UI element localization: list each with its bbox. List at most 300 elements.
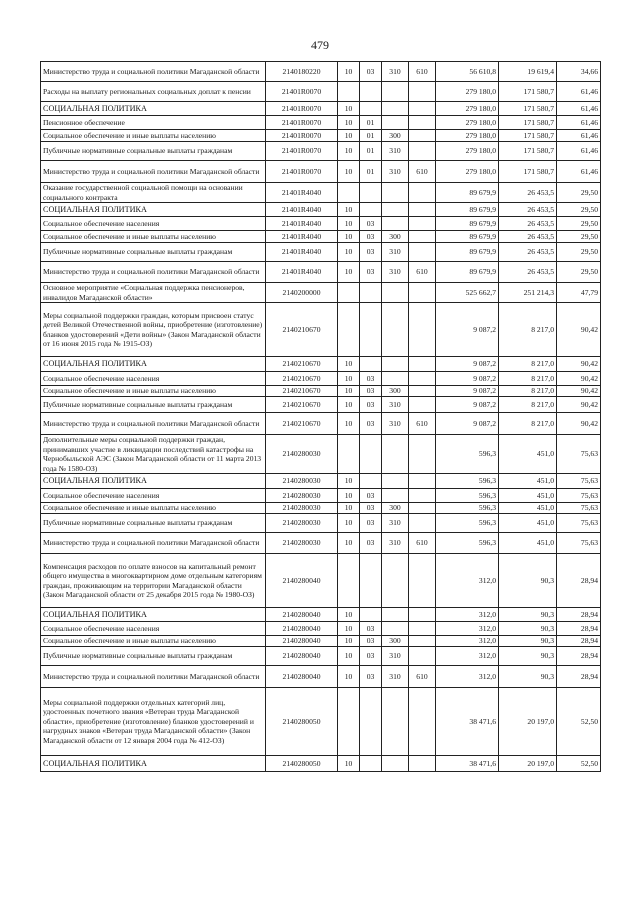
cell-pct: 75,63	[557, 435, 601, 474]
cell-sec: 10	[338, 413, 360, 435]
cell-pct: 61,46	[557, 161, 601, 183]
cell-sub: 03	[360, 636, 382, 647]
cell-pct: 61,46	[557, 102, 601, 116]
cell-name: Дополнительные меры социальной поддержки граждан, принимавших участие в ликвидации последствий катастрофы на Чернобыльской АЭС (Закон Магаданской области от 11 марта 2013 года № 1580-ОЗ)	[41, 435, 266, 474]
cell-sec: 10	[338, 622, 360, 636]
cell-sub	[360, 756, 382, 772]
cell-kind	[382, 489, 409, 503]
cell-fact: 171 580,7	[499, 142, 557, 161]
cell-kind	[382, 608, 409, 622]
cell-fact: 26 453,5	[499, 243, 557, 262]
cell-sub: 03	[360, 533, 382, 554]
cell-kind: 310	[382, 161, 409, 183]
cell-plan: 525 662,7	[436, 283, 499, 303]
cell-plan: 9 087,2	[436, 372, 499, 386]
cell-admin	[409, 435, 436, 474]
cell-sub	[360, 183, 382, 203]
table-row	[41, 203, 601, 217]
cell-admin	[409, 608, 436, 622]
cell-kind	[382, 756, 409, 772]
cell-sec: 10	[338, 116, 360, 130]
cell-sec	[338, 283, 360, 303]
cell-plan: 89 679,9	[436, 231, 499, 243]
cell-sec: 10	[338, 142, 360, 161]
cell-kind: 310	[382, 647, 409, 666]
cell-pct: 29,50	[557, 217, 601, 231]
table-row	[41, 142, 601, 161]
cell-pct: 29,50	[557, 262, 601, 283]
cell-kind	[382, 217, 409, 231]
cell-pct: 61,46	[557, 130, 601, 142]
cell-name: Публичные нормативные социальные выплаты гражданам	[41, 647, 266, 666]
table-row	[41, 756, 601, 772]
cell-name: Публичные нормативные социальные выплаты гражданам	[41, 397, 266, 413]
cell-sub: 03	[360, 622, 382, 636]
cell-sec: 10	[338, 357, 360, 372]
cell-code: 21401R4040	[266, 203, 338, 217]
table-row	[41, 489, 601, 503]
cell-plan: 89 679,9	[436, 262, 499, 283]
cell-admin	[409, 636, 436, 647]
cell-plan: 596,3	[436, 489, 499, 503]
cell-admin: 610	[409, 161, 436, 183]
cell-name: Компенсация расходов по оплате взносов на капитальный ремонт общего имущества в многоквартирном доме отдельным категориям граждан, проживающим на территории Магаданской области (Закон Магаданской области от 25 декабря 2015 года № 1980-ОЗ)	[41, 554, 266, 608]
cell-admin: 610	[409, 666, 436, 688]
cell-fact: 8 217,0	[499, 372, 557, 386]
cell-sub	[360, 435, 382, 474]
cell-sub: 03	[360, 62, 382, 82]
cell-sub	[360, 554, 382, 608]
cell-code: 21401R4040	[266, 243, 338, 262]
cell-kind: 310	[382, 243, 409, 262]
cell-fact: 90,3	[499, 622, 557, 636]
cell-pct: 90,42	[557, 413, 601, 435]
cell-plan: 89 679,9	[436, 183, 499, 203]
cell-fact: 26 453,5	[499, 183, 557, 203]
cell-fact: 20 197,0	[499, 688, 557, 756]
cell-plan: 312,0	[436, 647, 499, 666]
cell-sub	[360, 688, 382, 756]
cell-name: Социальное обеспечение населения	[41, 372, 266, 386]
cell-kind: 310	[382, 397, 409, 413]
cell-code: 21401R4040	[266, 262, 338, 283]
cell-sub: 03	[360, 666, 382, 688]
table-row	[41, 231, 601, 243]
cell-name: Министерство труда и социальной политики Магаданской области	[41, 262, 266, 283]
cell-sub: 03	[360, 231, 382, 243]
cell-sub: 01	[360, 161, 382, 183]
cell-kind: 310	[382, 533, 409, 554]
table-row	[41, 161, 601, 183]
cell-pct: 28,94	[557, 608, 601, 622]
cell-code: 21401R0070	[266, 142, 338, 161]
cell-name: СОЦИАЛЬНАЯ ПОЛИТИКА	[41, 102, 266, 116]
cell-plan: 9 087,2	[436, 397, 499, 413]
cell-fact: 451,0	[499, 514, 557, 533]
table-row	[41, 116, 601, 130]
table-row	[41, 636, 601, 647]
cell-fact: 171 580,7	[499, 161, 557, 183]
cell-pct: 75,63	[557, 489, 601, 503]
cell-sub: 01	[360, 116, 382, 130]
cell-kind: 300	[382, 636, 409, 647]
cell-code: 2140280030	[266, 435, 338, 474]
cell-name: СОЦИАЛЬНАЯ ПОЛИТИКА	[41, 756, 266, 772]
cell-plan: 279 180,0	[436, 102, 499, 116]
cell-pct: 34,66	[557, 62, 601, 82]
cell-sec: 10	[338, 489, 360, 503]
cell-sec: 10	[338, 130, 360, 142]
table-row	[41, 102, 601, 116]
cell-code: 2140280050	[266, 756, 338, 772]
cell-admin	[409, 514, 436, 533]
cell-admin	[409, 231, 436, 243]
cell-name: Социальное обеспечение населения	[41, 489, 266, 503]
cell-kind: 310	[382, 62, 409, 82]
cell-plan: 596,3	[436, 474, 499, 489]
cell-code: 2140210670	[266, 357, 338, 372]
cell-admin	[409, 503, 436, 514]
cell-pct: 28,94	[557, 636, 601, 647]
cell-name: Социальное обеспечение и иные выплаты населению	[41, 231, 266, 243]
cell-sub: 01	[360, 142, 382, 161]
budget-table-body	[41, 62, 601, 772]
cell-sub: 03	[360, 647, 382, 666]
cell-pct: 75,63	[557, 514, 601, 533]
cell-admin	[409, 357, 436, 372]
cell-name: Публичные нормативные социальные выплаты гражданам	[41, 142, 266, 161]
cell-pct: 28,94	[557, 622, 601, 636]
cell-name: Публичные нормативные социальные выплаты гражданам	[41, 243, 266, 262]
cell-plan: 38 471,6	[436, 688, 499, 756]
table-row	[41, 357, 601, 372]
cell-pct: 90,42	[557, 397, 601, 413]
cell-name: СОЦИАЛЬНАЯ ПОЛИТИКА	[41, 203, 266, 217]
cell-fact: 90,3	[499, 608, 557, 622]
cell-plan: 312,0	[436, 636, 499, 647]
cell-plan: 89 679,9	[436, 243, 499, 262]
cell-name: Социальное обеспечение и иные выплаты населению	[41, 503, 266, 514]
cell-name: Министерство труда и социальной политики Магаданской области	[41, 533, 266, 554]
cell-plan: 312,0	[436, 608, 499, 622]
cell-pct: 28,94	[557, 647, 601, 666]
cell-pct: 47,79	[557, 283, 601, 303]
cell-sub: 03	[360, 217, 382, 231]
table-row	[41, 503, 601, 514]
cell-sec: 10	[338, 386, 360, 397]
cell-fact: 26 453,5	[499, 262, 557, 283]
cell-admin	[409, 554, 436, 608]
cell-pct: 90,42	[557, 357, 601, 372]
cell-plan: 596,3	[436, 533, 499, 554]
cell-name: СОЦИАЛЬНАЯ ПОЛИТИКА	[41, 357, 266, 372]
cell-fact: 8 217,0	[499, 386, 557, 397]
cell-admin	[409, 82, 436, 102]
cell-code: 2140210670	[266, 413, 338, 435]
cell-plan: 596,3	[436, 503, 499, 514]
cell-code: 21401R0070	[266, 130, 338, 142]
cell-sec	[338, 82, 360, 102]
cell-pct: 61,46	[557, 82, 601, 102]
cell-sub: 03	[360, 262, 382, 283]
cell-admin	[409, 756, 436, 772]
cell-kind	[382, 435, 409, 474]
cell-admin	[409, 283, 436, 303]
cell-code: 2140280040	[266, 608, 338, 622]
cell-name: Министерство труда и социальной политики Магаданской области	[41, 413, 266, 435]
table-row	[41, 608, 601, 622]
cell-kind: 300	[382, 231, 409, 243]
cell-sub: 03	[360, 243, 382, 262]
cell-code: 2140280030	[266, 533, 338, 554]
cell-fact: 8 217,0	[499, 413, 557, 435]
table-row	[41, 262, 601, 283]
cell-sub	[360, 357, 382, 372]
cell-admin	[409, 622, 436, 636]
table-row	[41, 82, 601, 102]
cell-sub: 03	[360, 372, 382, 386]
cell-code: 21401R0070	[266, 116, 338, 130]
cell-code: 21401R0070	[266, 82, 338, 102]
cell-sec: 10	[338, 231, 360, 243]
table-row	[41, 62, 601, 82]
cell-name: Пенсионное обеспечение	[41, 116, 266, 130]
cell-sub	[360, 82, 382, 102]
cell-name: Публичные нормативные социальные выплаты гражданам	[41, 514, 266, 533]
cell-admin	[409, 183, 436, 203]
cell-sub: 03	[360, 413, 382, 435]
cell-fact: 251 214,3	[499, 283, 557, 303]
cell-code: 2140210670	[266, 386, 338, 397]
cell-pct: 29,50	[557, 231, 601, 243]
cell-plan: 89 679,9	[436, 203, 499, 217]
cell-sec: 10	[338, 533, 360, 554]
cell-sub: 03	[360, 386, 382, 397]
table-row	[41, 303, 601, 357]
cell-kind	[382, 102, 409, 116]
cell-code: 2140280040	[266, 554, 338, 608]
cell-code: 2140280040	[266, 622, 338, 636]
cell-fact: 8 217,0	[499, 397, 557, 413]
cell-fact: 171 580,7	[499, 130, 557, 142]
cell-kind	[382, 82, 409, 102]
cell-admin	[409, 142, 436, 161]
cell-plan: 9 087,2	[436, 386, 499, 397]
cell-pct: 90,42	[557, 303, 601, 357]
cell-sec: 10	[338, 203, 360, 217]
cell-admin	[409, 130, 436, 142]
cell-sec: 10	[338, 608, 360, 622]
cell-plan: 312,0	[436, 554, 499, 608]
cell-code: 21401R0070	[266, 102, 338, 116]
cell-admin	[409, 386, 436, 397]
cell-plan: 9 087,2	[436, 413, 499, 435]
cell-kind: 310	[382, 262, 409, 283]
cell-fact: 451,0	[499, 435, 557, 474]
cell-code: 21401R4040	[266, 217, 338, 231]
cell-sub: 03	[360, 397, 382, 413]
table-row	[41, 217, 601, 231]
cell-sec: 10	[338, 243, 360, 262]
cell-sub	[360, 303, 382, 357]
cell-sec: 10	[338, 666, 360, 688]
cell-name: Меры социальной поддержки отдельных категорий лиц, удостоенных почетного звания «Ветеран труда Магаданской области», приобретение (изготовление) бланков удостоверений и нагрудных знаков «Ветеран труда Магаданской области» (Закон Магаданской области от 12 января 2004 года № 412-ОЗ)	[41, 688, 266, 756]
cell-name: Расходы на выплату региональных социальных доплат к пенсии	[41, 82, 266, 102]
cell-pct: 90,42	[557, 372, 601, 386]
cell-plan: 596,3	[436, 514, 499, 533]
cell-code: 2140280040	[266, 636, 338, 647]
cell-fact: 26 453,5	[499, 217, 557, 231]
cell-fact: 19 619,4	[499, 62, 557, 82]
cell-name: Социальное обеспечение и иные выплаты населению	[41, 386, 266, 397]
cell-sec: 10	[338, 217, 360, 231]
cell-sec	[338, 554, 360, 608]
cell-plan: 279 180,0	[436, 82, 499, 102]
cell-plan: 9 087,2	[436, 303, 499, 357]
cell-admin	[409, 217, 436, 231]
cell-pct: 61,46	[557, 116, 601, 130]
cell-fact: 26 453,5	[499, 231, 557, 243]
cell-code: 2140280040	[266, 647, 338, 666]
cell-admin: 610	[409, 413, 436, 435]
cell-code: 2140280030	[266, 474, 338, 489]
cell-admin	[409, 647, 436, 666]
budget-table	[40, 61, 601, 772]
cell-fact: 90,3	[499, 647, 557, 666]
cell-admin: 610	[409, 262, 436, 283]
cell-kind	[382, 688, 409, 756]
table-row	[41, 554, 601, 608]
table-row	[41, 386, 601, 397]
cell-plan: 89 679,9	[436, 217, 499, 231]
cell-sec: 10	[338, 636, 360, 647]
cell-kind: 310	[382, 666, 409, 688]
cell-kind	[382, 622, 409, 636]
cell-plan: 279 180,0	[436, 142, 499, 161]
cell-sec: 10	[338, 397, 360, 413]
cell-code: 2140280040	[266, 666, 338, 688]
cell-kind: 310	[382, 413, 409, 435]
table-row	[41, 130, 601, 142]
cell-code: 2140210670	[266, 397, 338, 413]
cell-pct: 29,50	[557, 203, 601, 217]
cell-name: СОЦИАЛЬНАЯ ПОЛИТИКА	[41, 474, 266, 489]
table-row	[41, 622, 601, 636]
cell-sub: 03	[360, 514, 382, 533]
cell-name: Министерство труда и социальной политики Магаданской области	[41, 666, 266, 688]
cell-sec: 10	[338, 62, 360, 82]
cell-fact: 90,3	[499, 636, 557, 647]
cell-pct: 90,42	[557, 386, 601, 397]
cell-name: Министерство труда и социальной политики Магаданской области	[41, 161, 266, 183]
cell-kind: 300	[382, 503, 409, 514]
table-row	[41, 647, 601, 666]
cell-kind	[382, 116, 409, 130]
table-row	[41, 514, 601, 533]
cell-admin	[409, 243, 436, 262]
cell-sec: 10	[338, 262, 360, 283]
table-row	[41, 533, 601, 554]
cell-admin	[409, 474, 436, 489]
cell-sec: 10	[338, 372, 360, 386]
table-row	[41, 397, 601, 413]
cell-admin	[409, 489, 436, 503]
cell-kind	[382, 203, 409, 217]
cell-code: 2140210670	[266, 303, 338, 357]
cell-fact: 171 580,7	[499, 82, 557, 102]
cell-kind	[382, 474, 409, 489]
cell-pct: 28,94	[557, 554, 601, 608]
cell-admin	[409, 397, 436, 413]
cell-kind: 300	[382, 130, 409, 142]
table-row	[41, 474, 601, 489]
cell-fact: 171 580,7	[499, 116, 557, 130]
cell-kind	[382, 183, 409, 203]
cell-sub: 01	[360, 130, 382, 142]
cell-kind: 310	[382, 142, 409, 161]
cell-plan: 38 471,6	[436, 756, 499, 772]
cell-plan: 279 180,0	[436, 161, 499, 183]
cell-sec	[338, 303, 360, 357]
cell-pct: 52,50	[557, 688, 601, 756]
cell-code: 21401R0070	[266, 161, 338, 183]
cell-kind	[382, 283, 409, 303]
cell-name: Социальное обеспечение и иные выплаты населению	[41, 636, 266, 647]
cell-admin	[409, 116, 436, 130]
cell-fact: 8 217,0	[499, 357, 557, 372]
cell-sec: 10	[338, 161, 360, 183]
cell-pct: 61,46	[557, 142, 601, 161]
cell-fact: 451,0	[499, 474, 557, 489]
cell-sec: 10	[338, 756, 360, 772]
cell-pct: 29,50	[557, 243, 601, 262]
cell-name: Министерство труда и социальной политики Магаданской области	[41, 62, 266, 82]
cell-fact: 90,3	[499, 666, 557, 688]
cell-sec: 10	[338, 647, 360, 666]
cell-fact: 8 217,0	[499, 303, 557, 357]
cell-sec	[338, 688, 360, 756]
cell-sub	[360, 474, 382, 489]
cell-pct: 29,50	[557, 183, 601, 203]
cell-fact: 451,0	[499, 503, 557, 514]
cell-code: 2140280030	[266, 514, 338, 533]
table-row	[41, 283, 601, 303]
cell-fact: 90,3	[499, 554, 557, 608]
cell-name: Социальное обеспечение населения	[41, 217, 266, 231]
cell-fact: 26 453,5	[499, 203, 557, 217]
cell-sub	[360, 102, 382, 116]
cell-admin	[409, 203, 436, 217]
table-row	[41, 183, 601, 203]
cell-admin: 610	[409, 533, 436, 554]
cell-code: 21401R4040	[266, 183, 338, 203]
cell-code: 2140280030	[266, 489, 338, 503]
cell-plan: 312,0	[436, 666, 499, 688]
cell-fact: 451,0	[499, 533, 557, 554]
cell-code: 2140200000	[266, 283, 338, 303]
cell-code: 2140210670	[266, 372, 338, 386]
cell-code: 2140180220	[266, 62, 338, 82]
cell-plan: 279 180,0	[436, 130, 499, 142]
cell-kind	[382, 554, 409, 608]
cell-name: Социальное обеспечение и иные выплаты населению	[41, 130, 266, 142]
cell-pct: 28,94	[557, 666, 601, 688]
cell-sub	[360, 608, 382, 622]
cell-admin	[409, 102, 436, 116]
cell-admin: 610	[409, 62, 436, 82]
cell-admin	[409, 688, 436, 756]
cell-name: Основное мероприятие «Социальная поддержка пенсионеров, инвалидов Магаданской области»	[41, 283, 266, 303]
